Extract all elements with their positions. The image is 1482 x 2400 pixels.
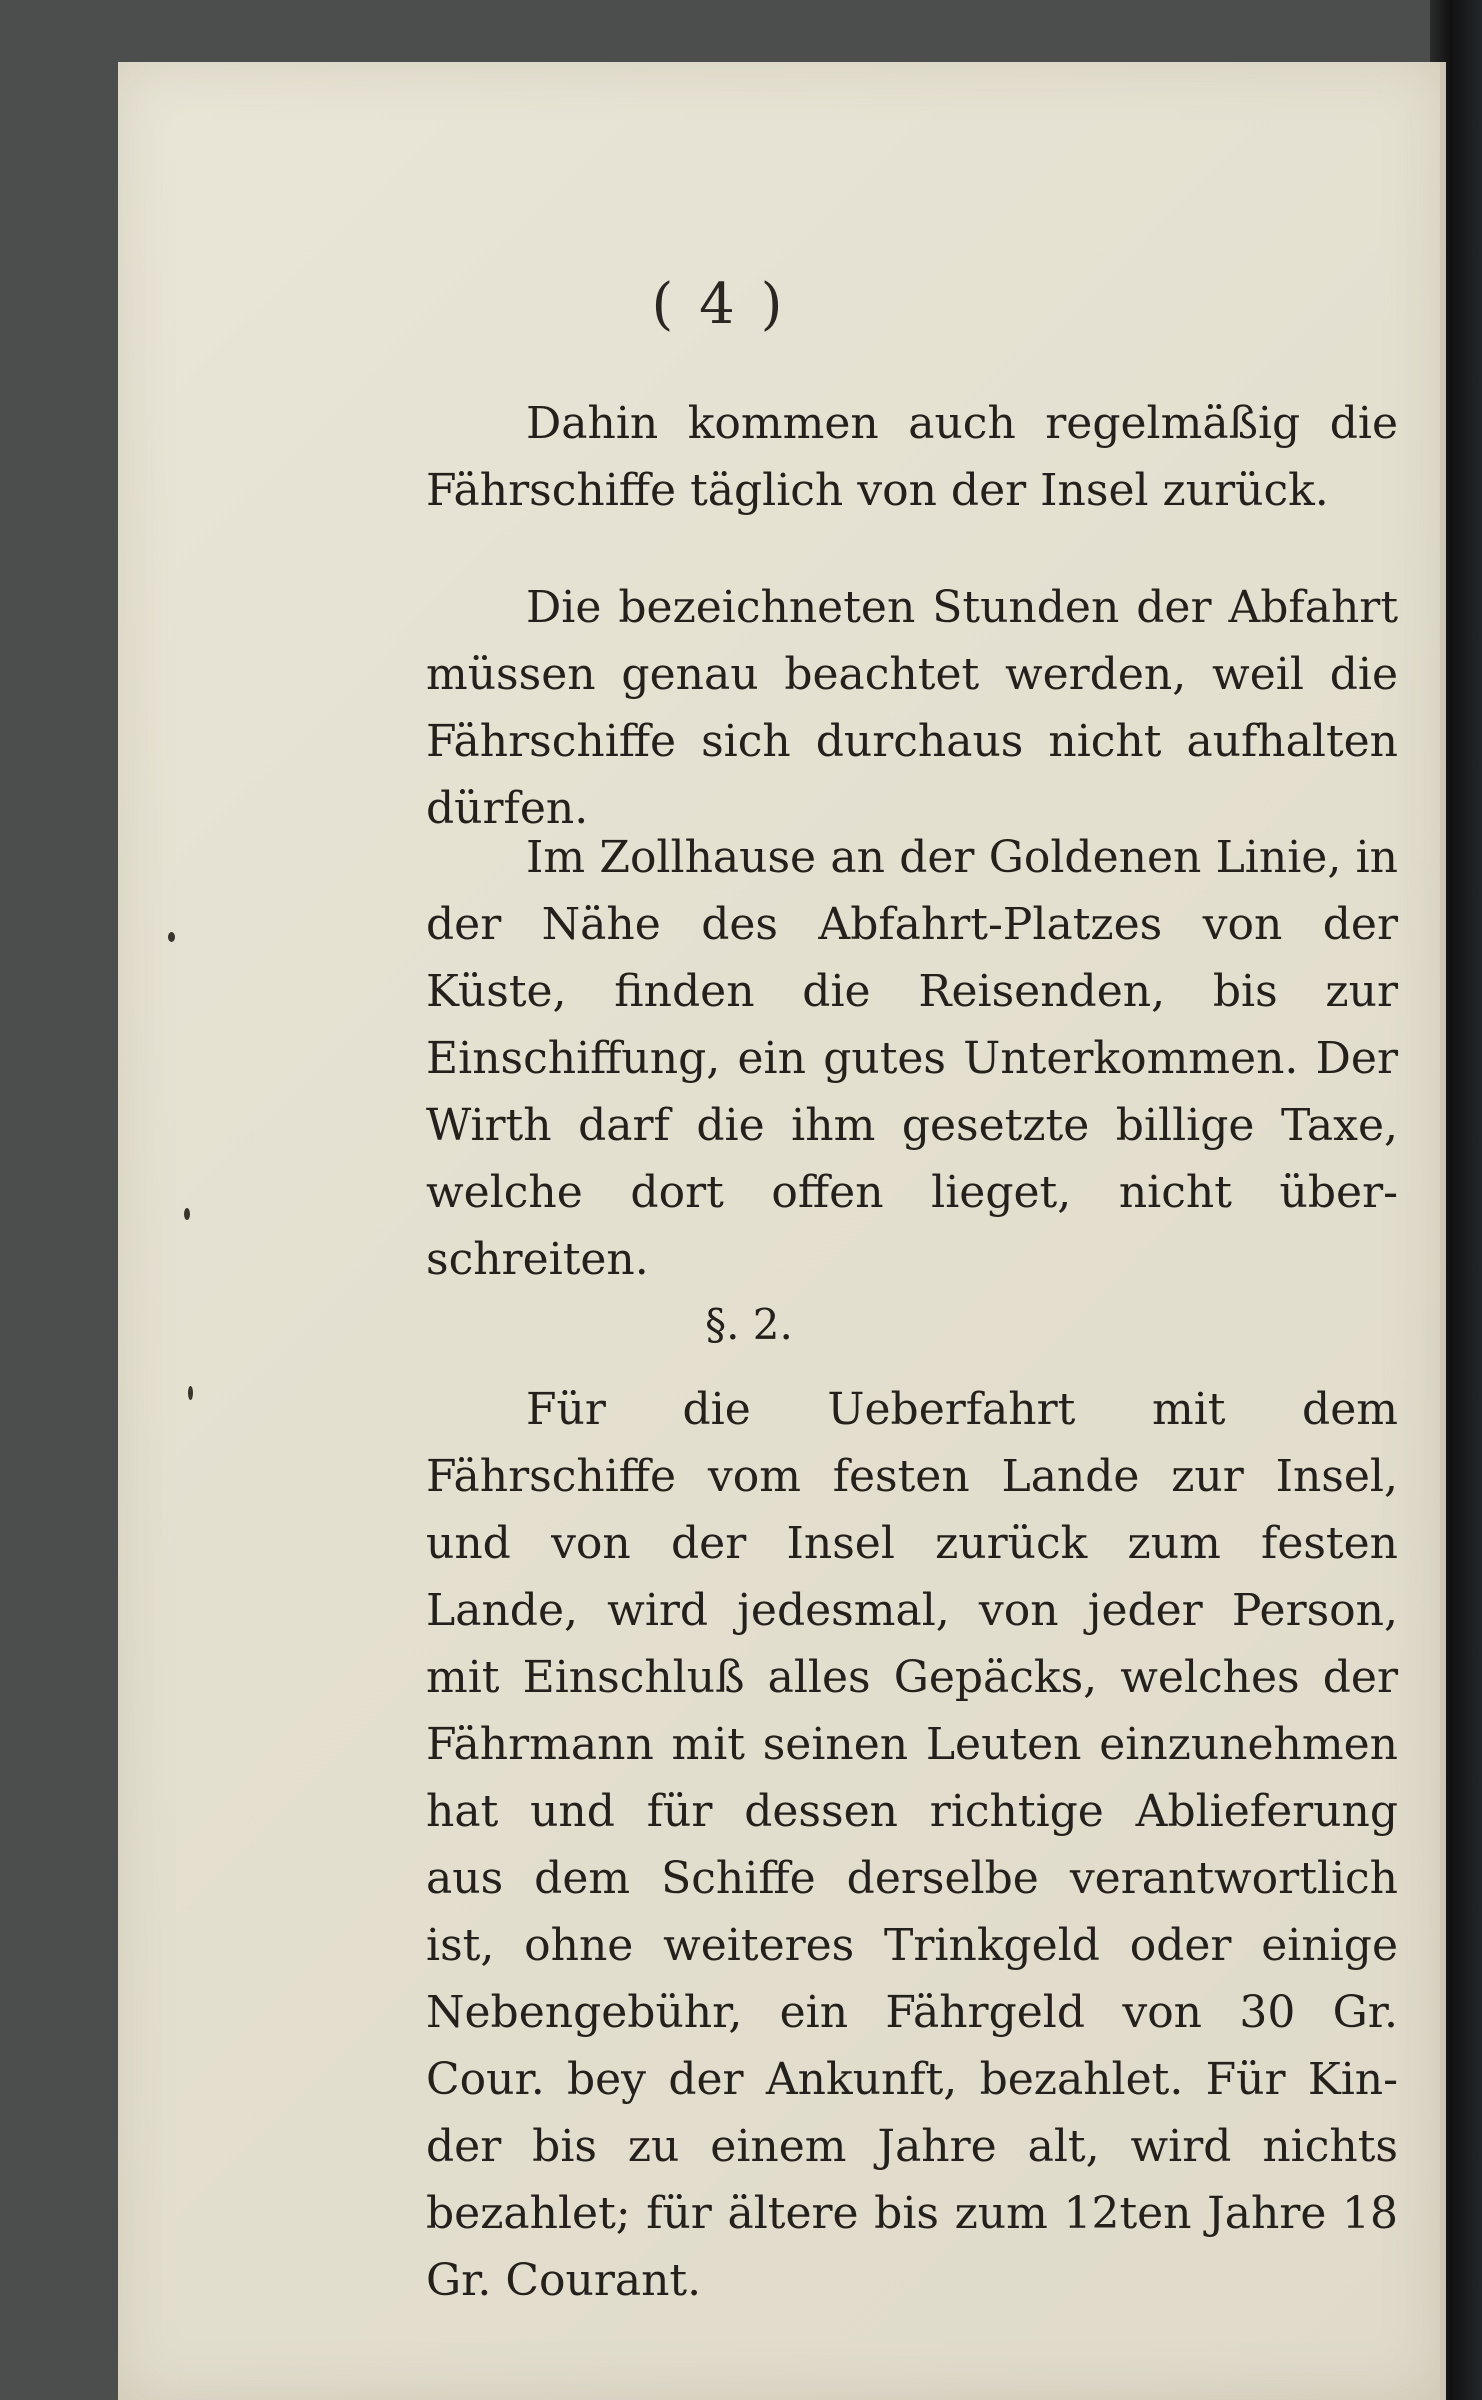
ink-speck (184, 1208, 190, 1220)
ink-speck (188, 1386, 193, 1400)
paragraph-3: Im Zollhause an der Goldenen Linie, in der Nähe des Abfahrt-Platzes von der Küste, finden die Reisenden, bis zur Einschiffung, ein gutes Unterkommen. Der Wirth darf die ihm gesetzte billige Taxe, welche dort offen lieget, nicht überschreiten. (426, 832, 1398, 1285)
paragraph-2: Die bezeichneten Stunden der Abfahrt müssen genau beachtet werden, weil die Fährschiffe sich durchaus nicht aufhalten dürfen. (426, 582, 1398, 834)
paragraph-1: Dahin kommen auch regelmäßig die Fährschiffe täglich von der Insel zurück. (426, 398, 1398, 516)
section-paragraph: Für die Ueberfahrt mit dem Fährschiffe vom festen Lande zur Insel, und von der Insel zurück zum festen Lande, wird jedesmal, von jeder Person, mit Einschluß alles Gepäcks, welches der Fährmann mit seinen Leuten einzunehmen hat und für dessen richtige Ablieferung aus dem Schiffe derselbe verantwortlich ist, ohne weiteres Trinkgeld oder einige Nebengebühr, ein Fährgeld von 30 Gr. Cour. bey der Ankunft, bezahlet. Für Kinder bis zu einem Jahre alt, wird nichts bezahlet; für ältere bis zum 12ten Jahre 18 Gr. Courant. (426, 1384, 1398, 2306)
page-number: ( 4 ) (651, 272, 787, 337)
book-page (118, 62, 1440, 2400)
section-heading: §. 2. (705, 1300, 793, 1349)
ink-speck (168, 932, 175, 942)
